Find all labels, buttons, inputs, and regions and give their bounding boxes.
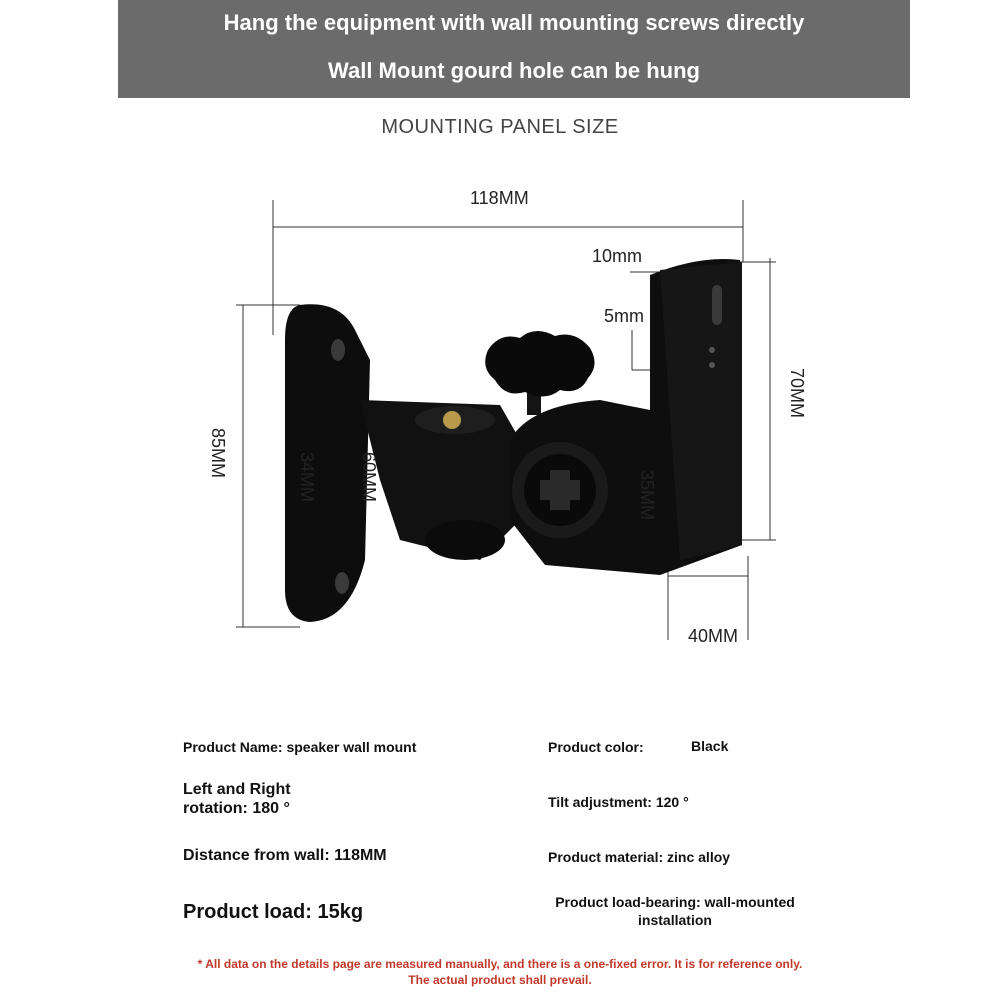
adjustment-knob bbox=[485, 331, 594, 415]
spec-load: Product load: 15kg bbox=[183, 901, 364, 923]
spec-color-label: Product color: bbox=[548, 739, 644, 755]
dim-label-10: 10mm bbox=[592, 246, 643, 266]
panel-title: MOUNTING PANEL SIZE bbox=[381, 116, 619, 138]
spec-load-bearing-line-2: installation bbox=[638, 912, 712, 928]
banner-line-1: Hang the equipment with wall mounting screws directly bbox=[223, 10, 805, 35]
dim-label-35: 35MM bbox=[637, 470, 657, 521]
dim-label-118: 118MM bbox=[470, 188, 529, 208]
dim-label-70: 70MM bbox=[787, 368, 807, 419]
spec-color-value: Black bbox=[691, 738, 729, 754]
dim-label-5: 5mm bbox=[604, 306, 644, 326]
disclaimer bbox=[0, 956, 1000, 988]
dim-label-34: 34MM bbox=[297, 452, 317, 503]
disclaimer-line-2: The actual product shall prevail. bbox=[408, 973, 592, 987]
spec-rotation-line-1: Left and Right bbox=[183, 781, 291, 798]
spec-product-name: Product Name: speaker wall mount bbox=[183, 739, 417, 755]
spec-material: Product material: zinc alloy bbox=[548, 849, 731, 865]
spec-load-bearing-line-1: Product load-bearing: wall-mounted bbox=[555, 894, 795, 910]
disclaimer-line-1: * All data on the details page are measured manually, and there is a one-fixed error. It is for reference only. bbox=[197, 957, 803, 971]
spec-rotation-line-2: rotation: 180 ° bbox=[183, 800, 290, 817]
dim-label-40: 40MM bbox=[688, 626, 739, 646]
banner-line-2: Wall Mount gourd hole can be hung bbox=[328, 58, 700, 83]
dim-label-60: 60MM bbox=[359, 452, 379, 503]
mount-arm bbox=[360, 400, 520, 560]
dim-label-85: 85MM bbox=[208, 428, 228, 479]
spec-tilt: Tilt adjustment: 120 ° bbox=[548, 794, 689, 810]
spec-load-bearing bbox=[540, 893, 810, 929]
spec-distance: Distance from wall: 118MM bbox=[183, 847, 387, 864]
